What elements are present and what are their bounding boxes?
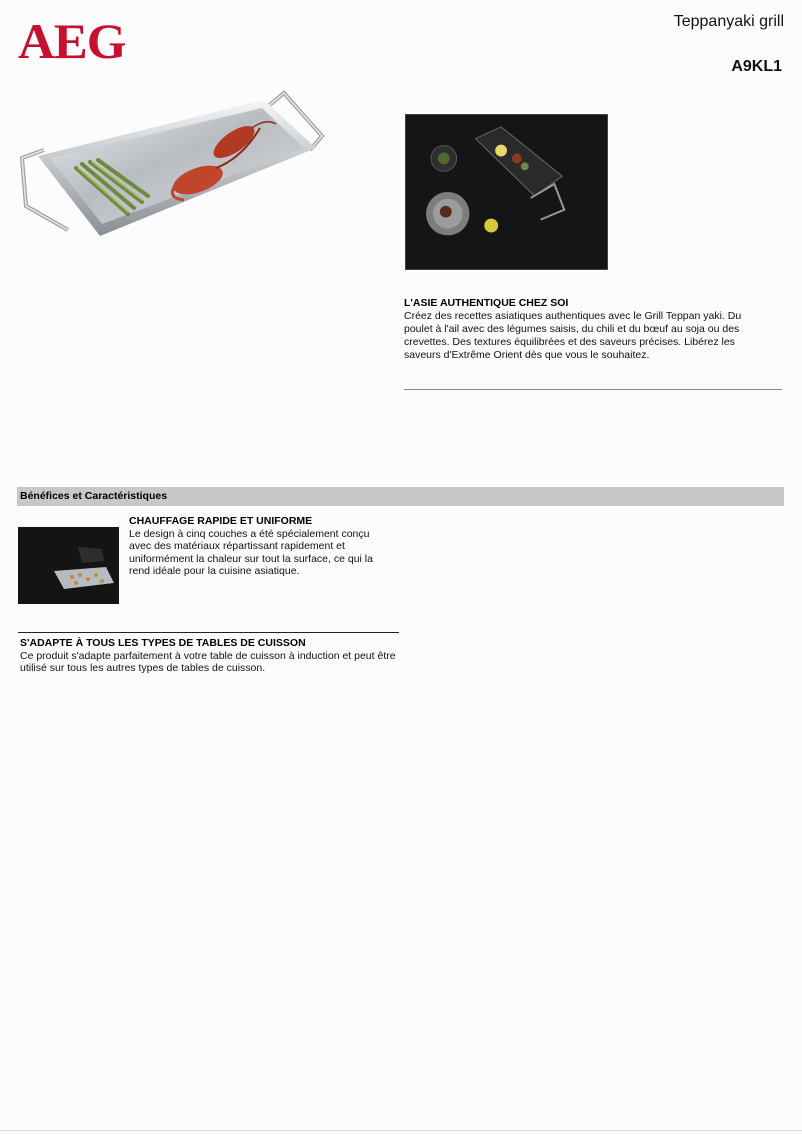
feature-title: CHAUFFAGE RAPIDE ET UNIFORME	[129, 515, 313, 527]
feature-thumbnail	[18, 527, 119, 604]
divider	[404, 389, 782, 390]
intro-block	[404, 297, 764, 362]
feature-text: Le design à cinq couches a été spécialement conçu avec des matériaux répartissant rapidement et uniformément la chaleur sur tout la surface, ce qui la rend idéale pour la cuisine asiatique.	[129, 527, 373, 577]
lifestyle-photo	[405, 114, 608, 270]
feature-text: Ce produit s'adapte parfaitement à votre table de cuisson à induction et peut être utilisé sur tous les autres types de tables de cuisson.	[20, 649, 396, 674]
aeg-logo	[18, 13, 130, 69]
intro-title: L'ASIE AUTHENTIQUE CHEZ SOI	[404, 297, 569, 309]
divider	[18, 632, 399, 633]
feature-block	[20, 637, 396, 675]
document-type: Teppanyaki grill	[673, 13, 784, 30]
feature-title: S'ADAPTE À TOUS LES TYPES DE TABLES DE CUISSON	[20, 637, 306, 649]
model-number: A9KL1	[731, 58, 782, 75]
brand-name: AEG	[18, 13, 126, 69]
feature-block	[129, 515, 391, 578]
intro-text: Créez des recettes asiatiques authentiques avec le Grill Teppan yaki. Du poulet à l'ail avec des légumes saisis, du chili et du bœuf au soja ou des crevettes. Des textures équilibrées et des saveurs précises. Libérez les saveurs d'Extrême Orient dès que vous le souhaitez.	[404, 310, 742, 361]
section-header	[17, 487, 784, 506]
section-title: Bénéfices et Caractéristiques	[20, 490, 168, 502]
page-bottom-rule	[0, 1130, 802, 1131]
product-image	[16, 88, 326, 238]
